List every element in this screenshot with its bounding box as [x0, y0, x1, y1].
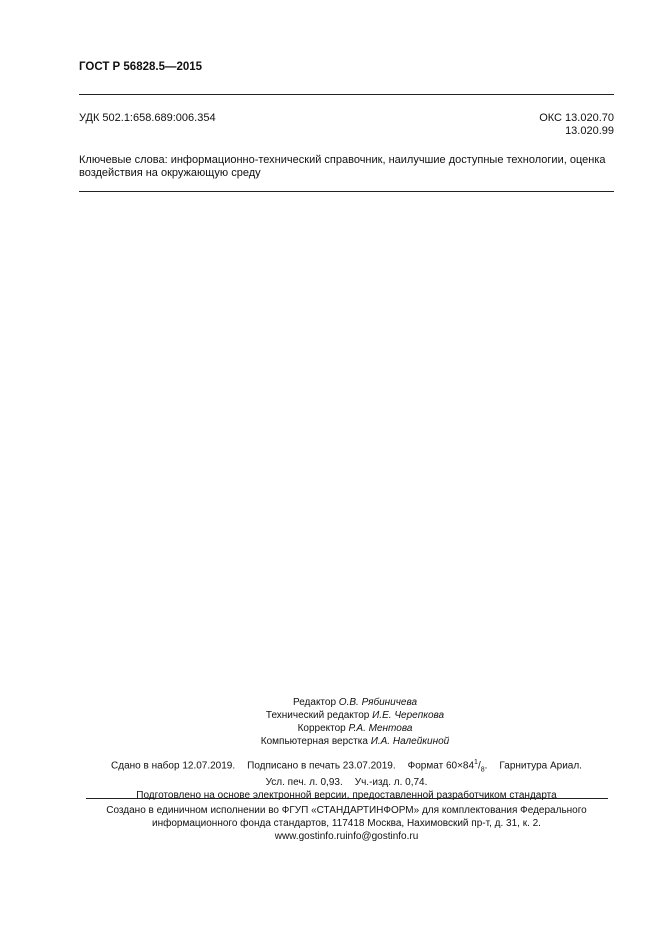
divider-top	[79, 94, 614, 95]
publication-line-2: Усл. печ. л. 0,93. Уч.-изд. л. 0,74.	[265, 777, 428, 789]
udc-code: УДК 502.1:658.689:006.354	[79, 112, 216, 124]
keywords-line-2: воздействия на окружающую среду	[79, 167, 261, 179]
credit-corrector: Корректор Р.А. Ментова	[297, 723, 413, 734]
keywords	[79, 154, 615, 180]
standard-number: ГОСТ Р 56828.5—2015	[79, 61, 203, 73]
oks-code-1: ОКС 13.020.70	[539, 112, 614, 124]
keywords-line-1: Ключевые слова: информационно-технический справочник, наилучшие доступные технологии, оценка	[79, 154, 606, 166]
credits-block	[160, 696, 550, 748]
publication-info	[79, 756, 614, 802]
production-line-2: информационного фонда стандартов, 117418 Москва, Нахимовский пр-т, д. 31, к. 2.	[152, 818, 541, 829]
credit-tech-editor: Технический редактор И.Е. Черепкова	[265, 710, 445, 721]
divider-keywords	[79, 191, 614, 192]
credit-editor: Редактор О.В. Рябиничева	[292, 697, 418, 708]
production-info	[79, 804, 614, 843]
credit-layout: Компьютерная верстка И.А. Налейкиной	[260, 736, 450, 747]
publication-line-3: Подготовлено на основе электронной версии, предоставленной разработчиком стандарта	[136, 790, 557, 802]
production-line-1: Создано в единичном исполнении во ФГУП «СТАНДАРТИНФОРМ» для комплектования Федерального	[106, 805, 587, 816]
website-link[interactable]: www.gostinfo.ru	[274, 831, 346, 842]
divider-bottom	[86, 798, 608, 799]
publication-line-1: Сдано в набор 12.07.2019. Подписано в печать 23.07.2019. Формат $60\times 84^1/_8$. Гарнитура Ариал.	[111, 759, 582, 774]
email-link[interactable]: info@gostinfo.ru	[345, 831, 419, 842]
oks-codes	[470, 112, 614, 138]
production-line-3	[79, 830, 614, 843]
oks-code-2: 13.020.99	[565, 125, 614, 137]
